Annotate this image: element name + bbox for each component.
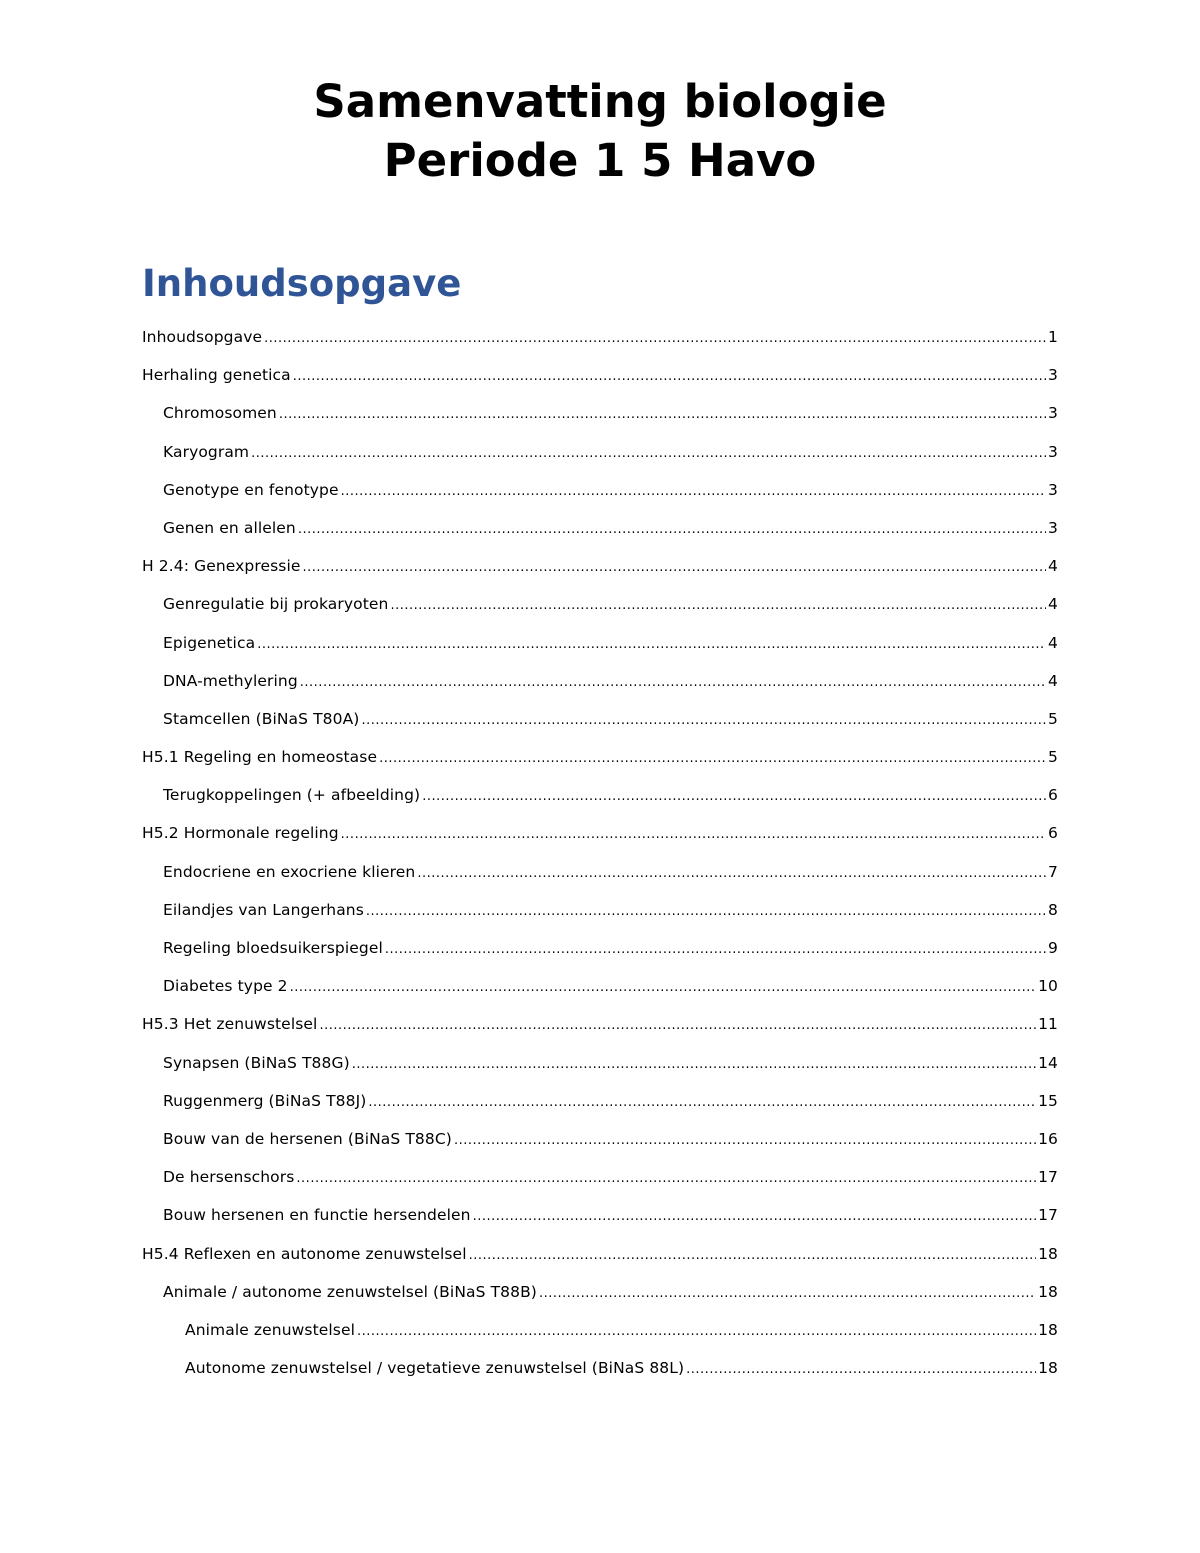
toc-entry-page-number: 3 — [1048, 480, 1058, 499]
toc-dot-leader — [686, 1351, 1036, 1389]
toc-entry[interactable] — [142, 891, 1058, 929]
toc-heading: Inhoudsopgave — [142, 262, 462, 305]
toc-entry-page-number: 11 — [1038, 1015, 1058, 1034]
toc-entry-page-number: 14 — [1038, 1053, 1058, 1072]
toc-entry-label: H5.3 Het zenuwstelsel — [142, 1015, 318, 1034]
toc-dot-leader — [539, 1275, 1036, 1313]
toc-dot-leader — [368, 1084, 1036, 1122]
toc-entry-label: Epigenetica — [163, 633, 256, 652]
toc-dot-leader — [298, 511, 1046, 549]
toc-dot-leader — [264, 320, 1046, 358]
toc-entry-page-number: 18 — [1038, 1359, 1058, 1378]
toc-dot-leader — [251, 435, 1046, 473]
toc-entry-page-number: 18 — [1038, 1320, 1058, 1339]
toc-entry[interactable] — [142, 585, 1058, 623]
toc-entry-label: DNA-methylering — [163, 671, 298, 690]
toc-entry[interactable] — [142, 356, 1058, 394]
toc-dot-leader — [319, 1007, 1036, 1045]
toc-entry-label: Genregulatie bij prokaryoten — [163, 595, 389, 614]
toc-entry[interactable] — [142, 624, 1058, 662]
toc-entry[interactable] — [142, 1196, 1058, 1234]
toc-entry-label: H 2.4: Genexpressie — [142, 557, 301, 576]
toc-entry[interactable] — [142, 776, 1058, 814]
toc-entry-page-number: 7 — [1048, 862, 1058, 881]
toc-dot-leader — [293, 358, 1046, 396]
toc-entry[interactable] — [142, 1235, 1058, 1273]
toc-dot-leader — [341, 473, 1046, 511]
toc-entry[interactable] — [142, 509, 1058, 547]
toc-entry-page-number: 6 — [1048, 786, 1058, 805]
toc-entry-page-number: 8 — [1048, 900, 1058, 919]
toc-dot-leader — [390, 587, 1046, 625]
document-title-line-1: Samenvatting biologie — [313, 75, 887, 128]
toc-entry-label: Autonome zenuwstelsel / vegetatieve zenuwstelsel (BiNaS 88L) — [185, 1359, 685, 1378]
toc-dot-leader — [469, 1237, 1036, 1275]
toc-entry-label: De hersenschors — [163, 1168, 295, 1187]
toc-entry-label: Synapsen (BiNaS T88G) — [163, 1053, 350, 1072]
toc-entry[interactable] — [142, 471, 1058, 509]
toc-dot-leader — [279, 396, 1046, 434]
toc-entry-label: Genen en allelen — [163, 518, 296, 537]
toc-entry-page-number: 4 — [1048, 633, 1058, 652]
toc-entry[interactable] — [142, 1044, 1058, 1082]
toc-entry[interactable] — [142, 929, 1058, 967]
toc-dot-leader — [357, 1313, 1036, 1351]
toc-entry-page-number: 4 — [1048, 671, 1058, 690]
toc-dot-leader — [379, 740, 1046, 778]
toc-dot-leader — [352, 1046, 1036, 1084]
toc-entry-label: Chromosomen — [163, 404, 277, 423]
toc-dot-leader — [473, 1198, 1036, 1236]
toc-entry-page-number: 6 — [1048, 824, 1058, 843]
toc-entry[interactable] — [142, 814, 1058, 852]
toc-entry-page-number: 18 — [1038, 1282, 1058, 1301]
toc-entry[interactable] — [142, 394, 1058, 432]
toc-entry-page-number: 4 — [1048, 557, 1058, 576]
toc-entry-page-number: 3 — [1048, 518, 1058, 537]
toc-entry-page-number: 15 — [1038, 1091, 1058, 1110]
table-of-contents — [142, 318, 1058, 1387]
toc-entry-page-number: 10 — [1038, 977, 1058, 996]
toc-entry-label: Animale / autonome zenuwstelsel (BiNaS T88B) — [163, 1282, 537, 1301]
toc-dot-leader — [422, 778, 1046, 816]
toc-entry-page-number: 16 — [1038, 1129, 1058, 1148]
toc-entry[interactable] — [142, 1273, 1058, 1311]
toc-entry[interactable] — [142, 1158, 1058, 1196]
toc-entry-label: H5.1 Regeling en homeostase — [142, 748, 378, 767]
document-title-line-2: Periode 1 5 Havo — [383, 134, 817, 187]
toc-entry[interactable] — [142, 700, 1058, 738]
toc-entry-label: Terugkoppelingen (+ afbeelding) — [163, 786, 421, 805]
toc-entry-page-number: 9 — [1048, 939, 1058, 957]
toc-entry-page-number: 4 — [1048, 595, 1058, 614]
toc-entry-label: Bouw van de hersenen (BiNaS T88C) — [163, 1129, 452, 1148]
toc-entry-label: H5.2 Hormonale regeling — [142, 824, 339, 843]
toc-entry-label: Endocriene en exocriene klieren — [163, 862, 416, 881]
toc-entry-label: Genotype en fenotype — [163, 480, 339, 499]
toc-entry-page-number: 17 — [1038, 1206, 1058, 1225]
toc-dot-leader — [385, 931, 1046, 969]
toc-dot-leader — [454, 1122, 1036, 1160]
toc-entry-page-number: 5 — [1048, 709, 1058, 728]
toc-entry-page-number: 3 — [1048, 404, 1058, 423]
toc-dot-leader — [417, 855, 1046, 893]
toc-entry[interactable] — [142, 1005, 1058, 1043]
toc-entry[interactable] — [142, 433, 1058, 471]
toc-entry[interactable] — [142, 1311, 1058, 1349]
toc-entry[interactable] — [142, 662, 1058, 700]
document-title — [0, 72, 1200, 190]
toc-entry-label: Eilandjes van Langerhans — [163, 900, 364, 919]
toc-entry-label: Stamcellen (BiNaS T80A) — [163, 709, 360, 728]
toc-entry[interactable] — [142, 1349, 1058, 1387]
toc-entry[interactable] — [142, 1120, 1058, 1158]
toc-entry-page-number: 3 — [1048, 442, 1058, 461]
toc-entry-label: H5.4 Reflexen en autonome zenuwstelsel — [142, 1244, 467, 1263]
toc-dot-leader — [366, 893, 1046, 931]
toc-dot-leader — [300, 664, 1046, 702]
toc-dot-leader — [361, 702, 1046, 740]
toc-entry-label: Animale zenuwstelsel — [185, 1320, 356, 1339]
toc-dot-leader — [296, 1160, 1036, 1198]
toc-entry-label: Bouw hersenen en functie hersendelen — [163, 1206, 471, 1225]
toc-entry-page-number: 1 — [1048, 328, 1058, 346]
toc-entry-page-number: 3 — [1048, 366, 1058, 385]
toc-entry[interactable] — [142, 738, 1058, 776]
toc-entry-label: Karyogram — [163, 442, 250, 461]
toc-entry-label: Regeling bloedsuikerspiegel — [163, 939, 383, 957]
toc-entry-page-number: 18 — [1038, 1244, 1058, 1263]
toc-entry[interactable] — [142, 967, 1058, 1005]
toc-entry[interactable] — [142, 547, 1058, 585]
toc-entry[interactable] — [142, 853, 1058, 891]
toc-entry-label: Ruggenmerg (BiNaS T88J) — [163, 1091, 367, 1110]
toc-entry-label: Diabetes type 2 — [163, 977, 288, 996]
toc-dot-leader — [341, 816, 1046, 854]
toc-entry-label: Inhoudsopgave — [142, 328, 263, 346]
toc-entry-page-number: 5 — [1048, 748, 1058, 767]
toc-entry[interactable] — [142, 1082, 1058, 1120]
toc-entry-label: Herhaling genetica — [142, 366, 291, 385]
toc-dot-leader — [290, 969, 1036, 1007]
toc-entry[interactable] — [142, 318, 1058, 356]
toc-dot-leader — [257, 626, 1046, 664]
toc-dot-leader — [303, 549, 1047, 587]
toc-entry-page-number: 17 — [1038, 1168, 1058, 1187]
